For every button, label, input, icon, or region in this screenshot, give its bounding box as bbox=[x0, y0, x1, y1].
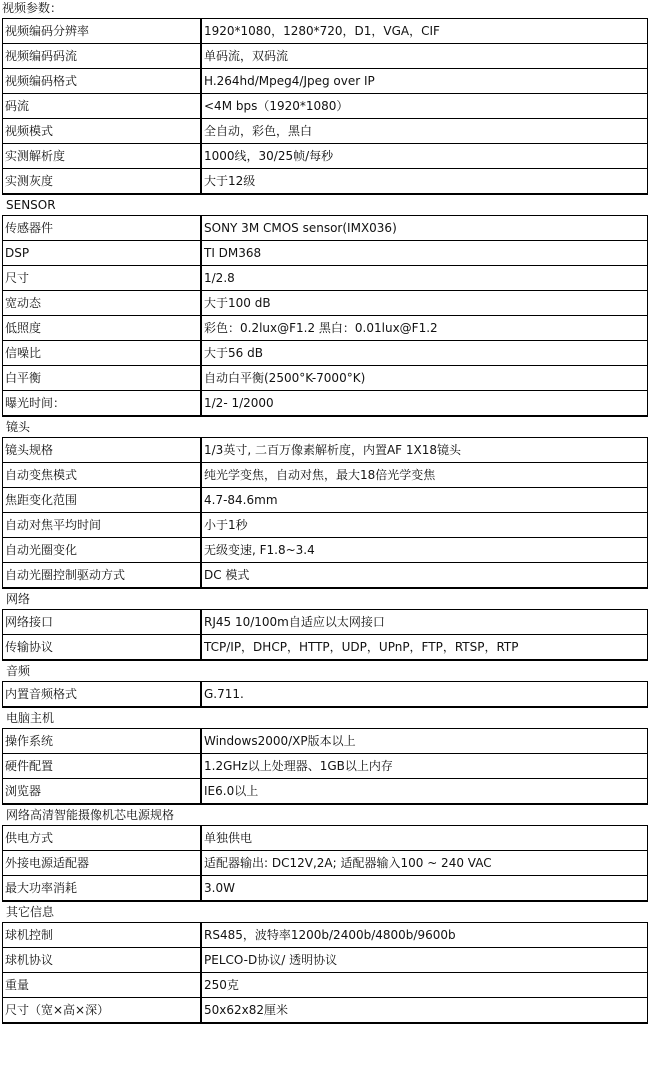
table-row bbox=[3, 729, 648, 754]
spec-label: 供电方式 bbox=[3, 826, 202, 851]
spec-label: 码流 bbox=[3, 94, 202, 119]
spec-label: 白平衡 bbox=[3, 366, 202, 391]
spec-label: 传感器件 bbox=[3, 216, 202, 241]
spec-value: RJ45 10/100m自适应以太网接口 bbox=[201, 610, 648, 635]
section-title: 视频参数： bbox=[2, 1, 63, 15]
table-row bbox=[3, 316, 648, 341]
spec-value: PELCO-D协议/ 透明协议 bbox=[201, 948, 648, 973]
spec-label: 自动对焦平均时间 bbox=[3, 513, 202, 538]
spec-label: 信噪比 bbox=[3, 341, 202, 366]
table-row bbox=[3, 948, 648, 973]
spec-label: 硬件配置 bbox=[3, 754, 202, 779]
spec-label: 宽动态 bbox=[3, 291, 202, 316]
table-row bbox=[3, 391, 648, 417]
table-row bbox=[3, 463, 648, 488]
spec-value: 3.0W bbox=[201, 876, 648, 902]
table-row bbox=[3, 610, 648, 635]
table-row bbox=[3, 973, 648, 998]
spec-value: TCP/IP，DHCP，HTTP，UDP，UPnP，FTP，RTSP，RTP bbox=[201, 635, 648, 661]
spec-table bbox=[2, 825, 648, 902]
spec-value: 1920*1080，1280*720，D1，VGA，CIF bbox=[201, 19, 648, 44]
section-title: SENSOR bbox=[6, 198, 56, 212]
spec-value: 大于12级 bbox=[201, 169, 648, 195]
section-title: 镜头 bbox=[6, 420, 31, 434]
table-row bbox=[3, 119, 648, 144]
table-row bbox=[3, 538, 648, 563]
spec-value: 单独供电 bbox=[201, 826, 648, 851]
spec-value: TI DM368 bbox=[201, 241, 648, 266]
table-row bbox=[3, 266, 648, 291]
table-row bbox=[3, 998, 648, 1024]
table-row bbox=[3, 851, 648, 876]
spec-value: 适配器输出: DC12V,2A; 适配器输入100 ~ 240 VAC bbox=[201, 851, 648, 876]
spec-value: RS485，波特率1200b/2400b/4800b/9600b bbox=[201, 923, 648, 948]
spec-value: 250克 bbox=[201, 973, 648, 998]
spec-value: DC 模式 bbox=[201, 563, 648, 589]
table-row bbox=[3, 779, 648, 805]
spec-value: 1/3英寸, 二百万像素解析度，内置AF 1X18镜头 bbox=[201, 438, 648, 463]
spec-value: 大于100 dB bbox=[201, 291, 648, 316]
spec-label: 最大功率消耗 bbox=[3, 876, 202, 902]
table-row bbox=[3, 488, 648, 513]
spec-value: 全自动，彩色，黑白 bbox=[201, 119, 648, 144]
spec-table bbox=[2, 437, 648, 589]
section-title: 音频 bbox=[6, 664, 31, 678]
spec-label: 实测解析度 bbox=[3, 144, 202, 169]
spec-value: IE6.0以上 bbox=[201, 779, 648, 805]
table-row bbox=[3, 69, 648, 94]
spec-label: 曝光时间： bbox=[3, 391, 202, 417]
spec-table bbox=[2, 681, 648, 708]
section-title: 电脑主机 bbox=[6, 711, 55, 725]
spec-value: 大于56 dB bbox=[201, 341, 648, 366]
table-row bbox=[3, 513, 648, 538]
spec-value: 纯光学变焦，自动对焦，最大18倍光学变焦 bbox=[201, 463, 648, 488]
table-row bbox=[3, 144, 648, 169]
table-row bbox=[3, 635, 648, 661]
spec-value: 无级变速, F1.8~3.4 bbox=[201, 538, 648, 563]
spec-label: 焦距变化范围 bbox=[3, 488, 202, 513]
spec-table bbox=[2, 215, 648, 417]
spec-label: 传输协议 bbox=[3, 635, 202, 661]
table-row bbox=[3, 19, 648, 44]
table-row bbox=[3, 341, 648, 366]
table-row bbox=[3, 438, 648, 463]
spec-value: 1000线，30/25帧/每秒 bbox=[201, 144, 648, 169]
spec-value: SONY 3M CMOS sensor(IMX036) bbox=[201, 216, 648, 241]
table-row bbox=[3, 754, 648, 779]
spec-label: DSP bbox=[3, 241, 202, 266]
spec-table bbox=[2, 18, 648, 195]
spec-label: 重量 bbox=[3, 973, 202, 998]
spec-label: 球机控制 bbox=[3, 923, 202, 948]
table-row bbox=[3, 366, 648, 391]
spec-table bbox=[2, 922, 648, 1024]
spec-label: 自动光圈变化 bbox=[3, 538, 202, 563]
table-row bbox=[3, 826, 648, 851]
spec-value: 自动白平衡(2500°K-7000°K) bbox=[201, 366, 648, 391]
table-row bbox=[3, 682, 648, 708]
table-row bbox=[3, 923, 648, 948]
spec-label: 视频编码分辨率 bbox=[3, 19, 202, 44]
spec-value: 1.2GHz以上处理器、1GB以上内存 bbox=[201, 754, 648, 779]
spec-value: G.711. bbox=[201, 682, 648, 708]
table-row bbox=[3, 94, 648, 119]
spec-label: 球机协议 bbox=[3, 948, 202, 973]
table-row bbox=[3, 563, 648, 589]
spec-label: 网络接口 bbox=[3, 610, 202, 635]
table-row bbox=[3, 169, 648, 195]
spec-label: 尺寸（宽×高×深） bbox=[3, 998, 202, 1024]
spec-value: 小于1秒 bbox=[201, 513, 648, 538]
spec-label: 镜头规格 bbox=[3, 438, 202, 463]
spec-value: H.264hd/Mpeg4/Jpeg over IP bbox=[201, 69, 648, 94]
spec-label: 视频模式 bbox=[3, 119, 202, 144]
spec-label: 自动光圈控制驱动方式 bbox=[3, 563, 202, 589]
spec-value: 彩色：0.2lux@F1.2 黑白：0.01lux@F1.2 bbox=[201, 316, 648, 341]
spec-value: <4M bps（1920*1080） bbox=[201, 94, 648, 119]
spec-label: 内置音频格式 bbox=[3, 682, 202, 708]
table-row bbox=[3, 241, 648, 266]
spec-label: 视频编码格式 bbox=[3, 69, 202, 94]
spec-label: 实测灰度 bbox=[3, 169, 202, 195]
spec-label: 视频编码码流 bbox=[3, 44, 202, 69]
table-row bbox=[3, 44, 648, 69]
spec-value: 单码流，双码流 bbox=[201, 44, 648, 69]
section-title: 网络 bbox=[6, 592, 31, 606]
spec-label: 低照度 bbox=[3, 316, 202, 341]
spec-label: 尺寸 bbox=[3, 266, 202, 291]
table-row bbox=[3, 876, 648, 902]
spec-table bbox=[2, 728, 648, 805]
spec-label: 自动变焦模式 bbox=[3, 463, 202, 488]
spec-value: 1/2.8 bbox=[201, 266, 648, 291]
table-row bbox=[3, 216, 648, 241]
spec-label: 浏览器 bbox=[3, 779, 202, 805]
section-title: 网络高清智能摄像机芯电源规格 bbox=[6, 808, 175, 822]
spec-value: 4.7-84.6mm bbox=[201, 488, 648, 513]
spec-label: 外接电源适配器 bbox=[3, 851, 202, 876]
spec-value: 1/2- 1/2000 bbox=[201, 391, 648, 417]
table-row bbox=[3, 291, 648, 316]
spec-table bbox=[2, 609, 648, 661]
section-title: 其它信息 bbox=[6, 905, 55, 919]
spec-value: 50x62x82厘米 bbox=[201, 998, 648, 1024]
spec-value: Windows2000/XP版本以上 bbox=[201, 729, 648, 754]
spec-label: 操作系统 bbox=[3, 729, 202, 754]
